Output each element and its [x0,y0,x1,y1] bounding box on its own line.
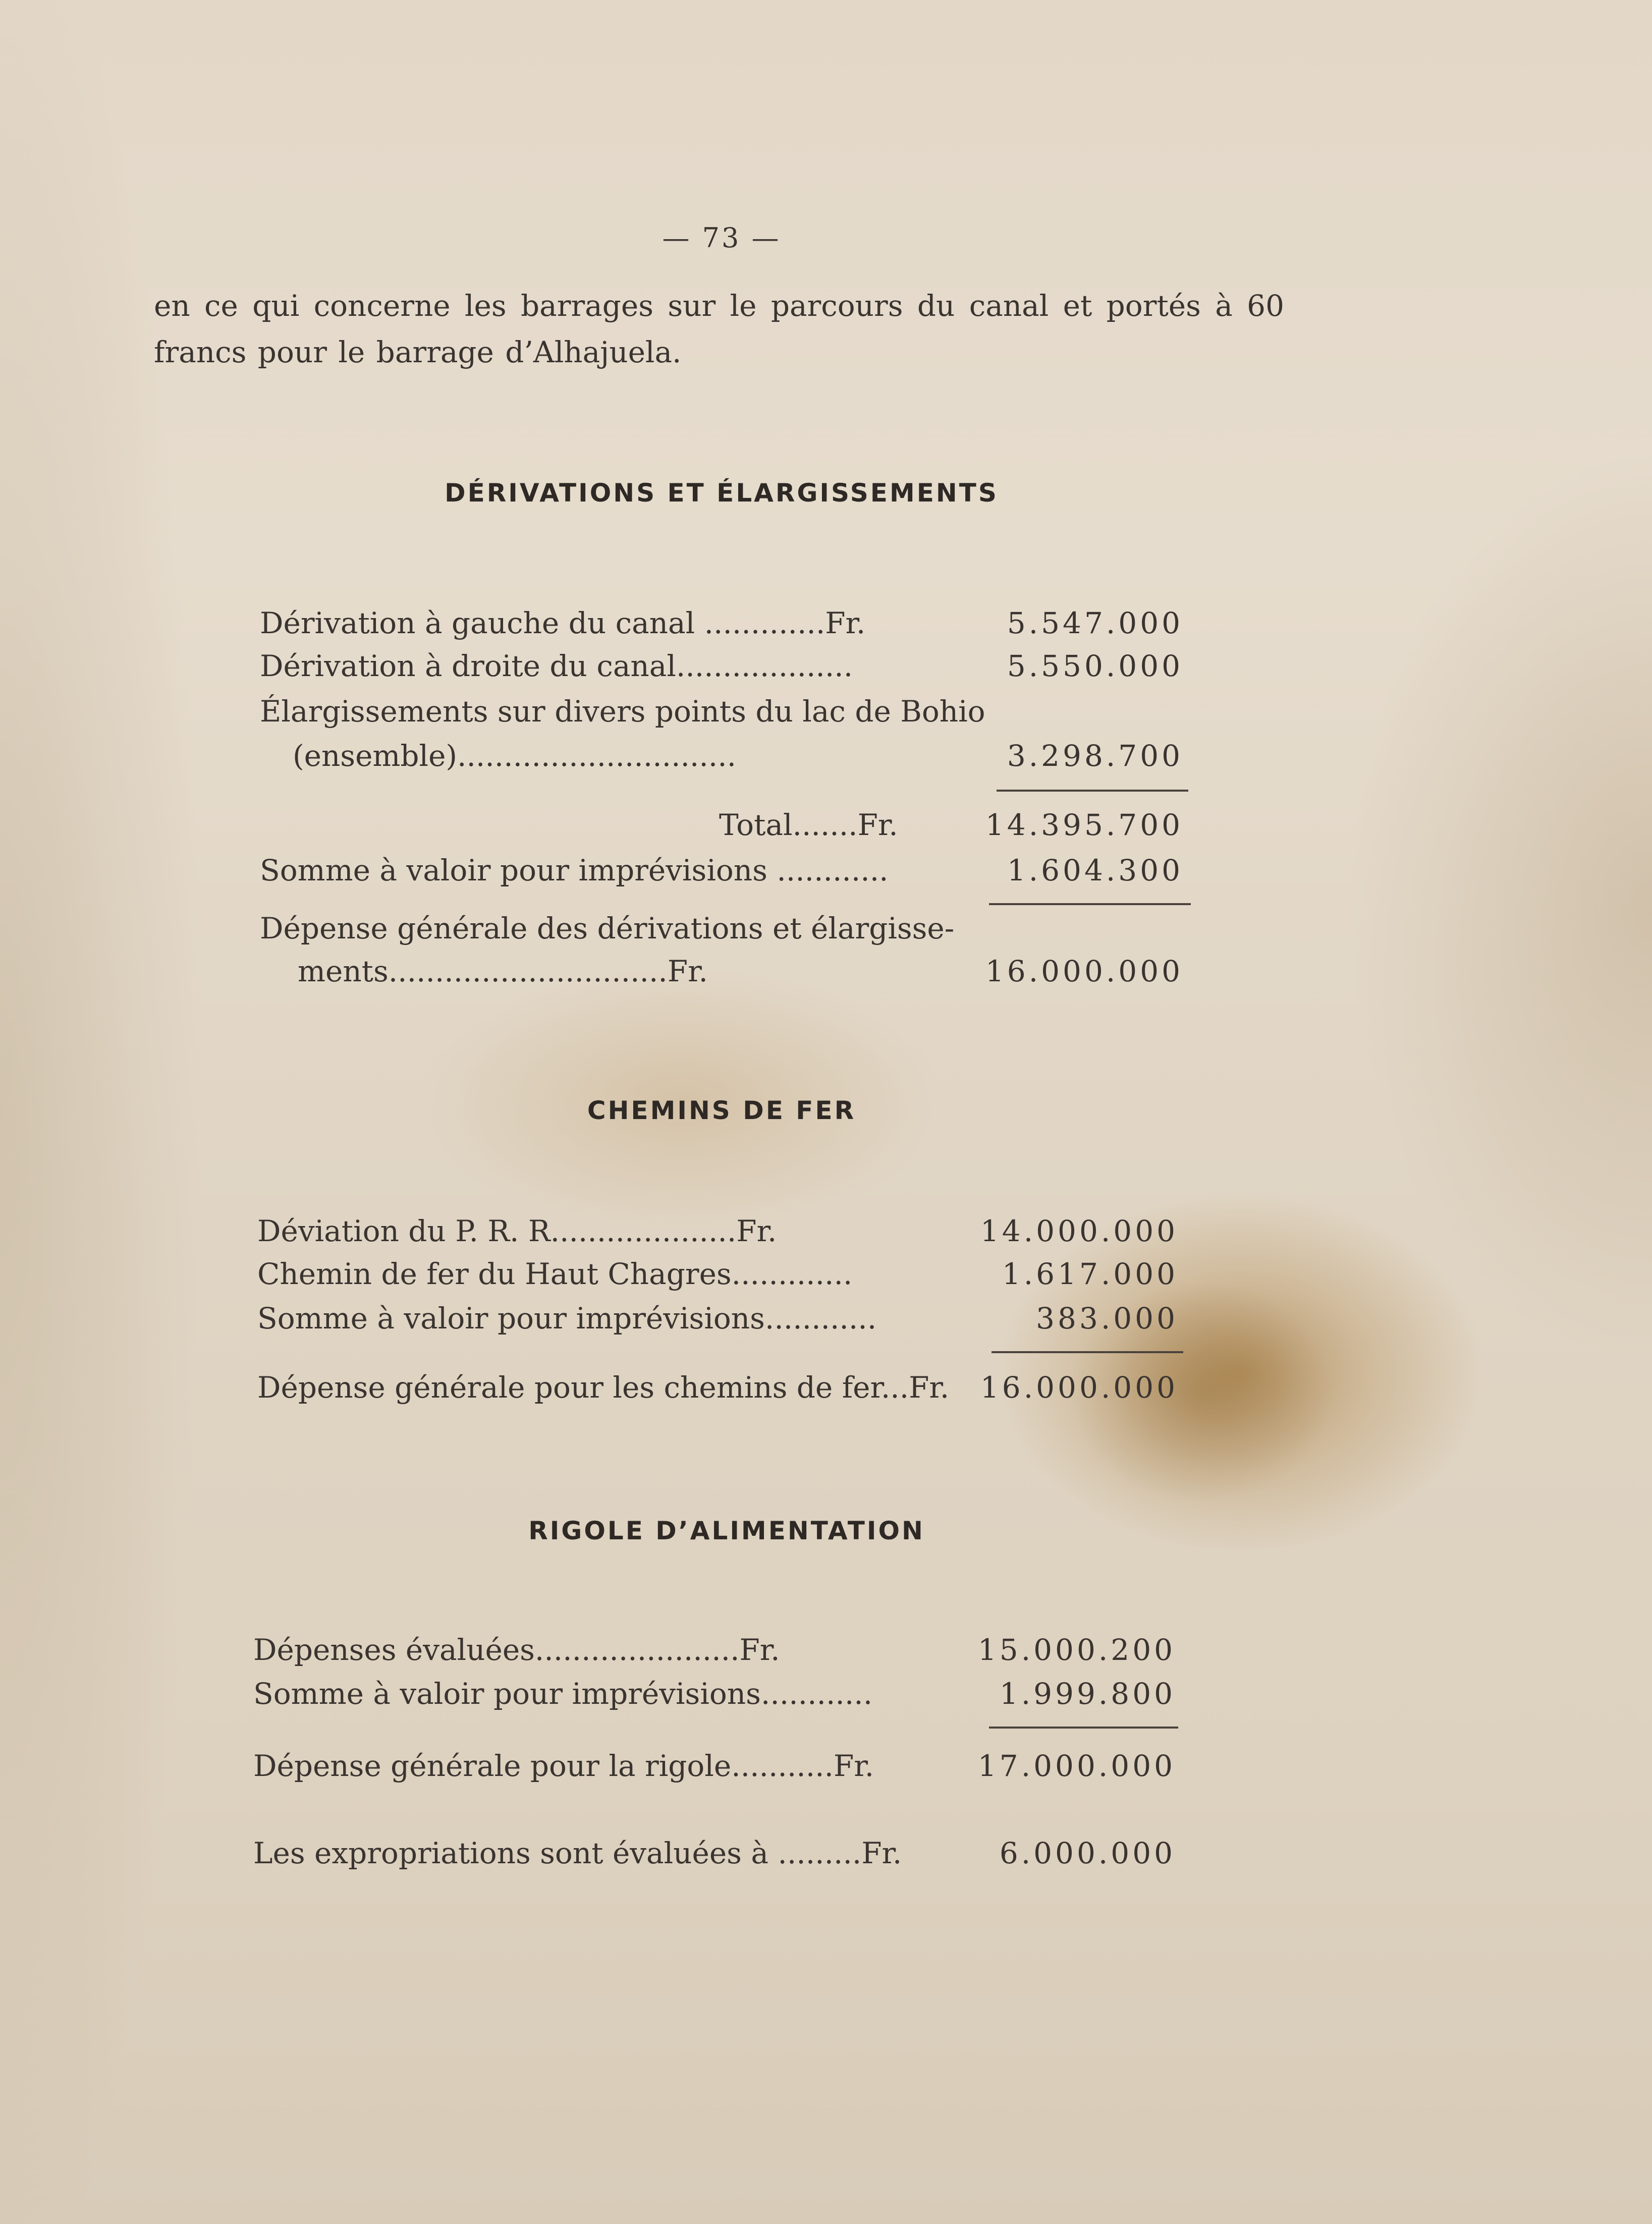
row-label: Élargissements sur divers points du lac de Bohio [260,694,985,729]
row-amount: 5.550.000 [1007,649,1183,683]
section-title-derivations: DÉRIVATIONS ET ÉLARGISSEMENTS [445,478,999,508]
row-amount: 15.000.200 [977,1633,1176,1667]
row-label: Dépense générale pour les chemins de fer...Fr. [257,1370,950,1405]
row-amount: 6.000.000 [999,1836,1176,1870]
row-amount: 3.298.700 [1007,739,1183,773]
section-title-rigole: RIGOLE D’ALIMENTATION [528,1516,925,1545]
row-label: Dépense générale pour la rigole...........Fr. [253,1749,874,1783]
row-amount: 1.999.800 [999,1677,1176,1711]
total-rule [989,903,1191,905]
row-label: Total.......Fr. [719,808,898,842]
row-label: Somme à valoir pour imprévisions............ [253,1677,873,1711]
total-rule [992,1351,1183,1353]
row-amount: 1.617.000 [1002,1257,1178,1291]
row-amount: 5.547.000 [1007,606,1183,640]
row-amount: 14.000.000 [980,1214,1178,1248]
row-label: Dépense générale des dérivations et élargisse- [260,911,955,946]
subtotal-rule [997,790,1188,792]
row-amount: 14.395.700 [985,808,1183,842]
row-label: Dépenses évaluées......................Fr. [253,1633,780,1667]
row-label: Somme à valoir pour imprévisions............ [257,1301,877,1336]
row-label: Dérivation à gauche du canal .............Fr. [260,606,866,640]
row-label: Les expropriations sont évaluées à .........Fr. [253,1836,902,1870]
row-amount: 17.000.000 [977,1749,1176,1783]
row-amount: 1.604.300 [1007,853,1183,887]
row-label: Dérivation à droite du canal................... [260,649,853,683]
section-title-chemins-de-fer: CHEMINS DE FER [587,1096,856,1125]
row-label: Déviation du P. R. R....................Fr. [257,1214,777,1248]
row-amount: 16.000.000 [985,954,1183,988]
row-amount: 16.000.000 [980,1370,1178,1405]
row-amount: 383.000 [1036,1301,1178,1336]
total-rule [989,1727,1178,1729]
row-label: Chemin de fer du Haut Chagres............. [257,1257,853,1291]
row-label: (ensemble).............................. [293,739,737,773]
intro-paragraph: en ce qui concerne les barrages sur le parcours du canal et portés à 60 francs pour le barrage d’Alhajuela. [154,289,1284,369]
row-label: Somme à valoir pour imprévisions ............ [260,853,889,887]
page-number: — 73 — [662,222,781,254]
row-label: ments..............................Fr. [298,954,708,988]
